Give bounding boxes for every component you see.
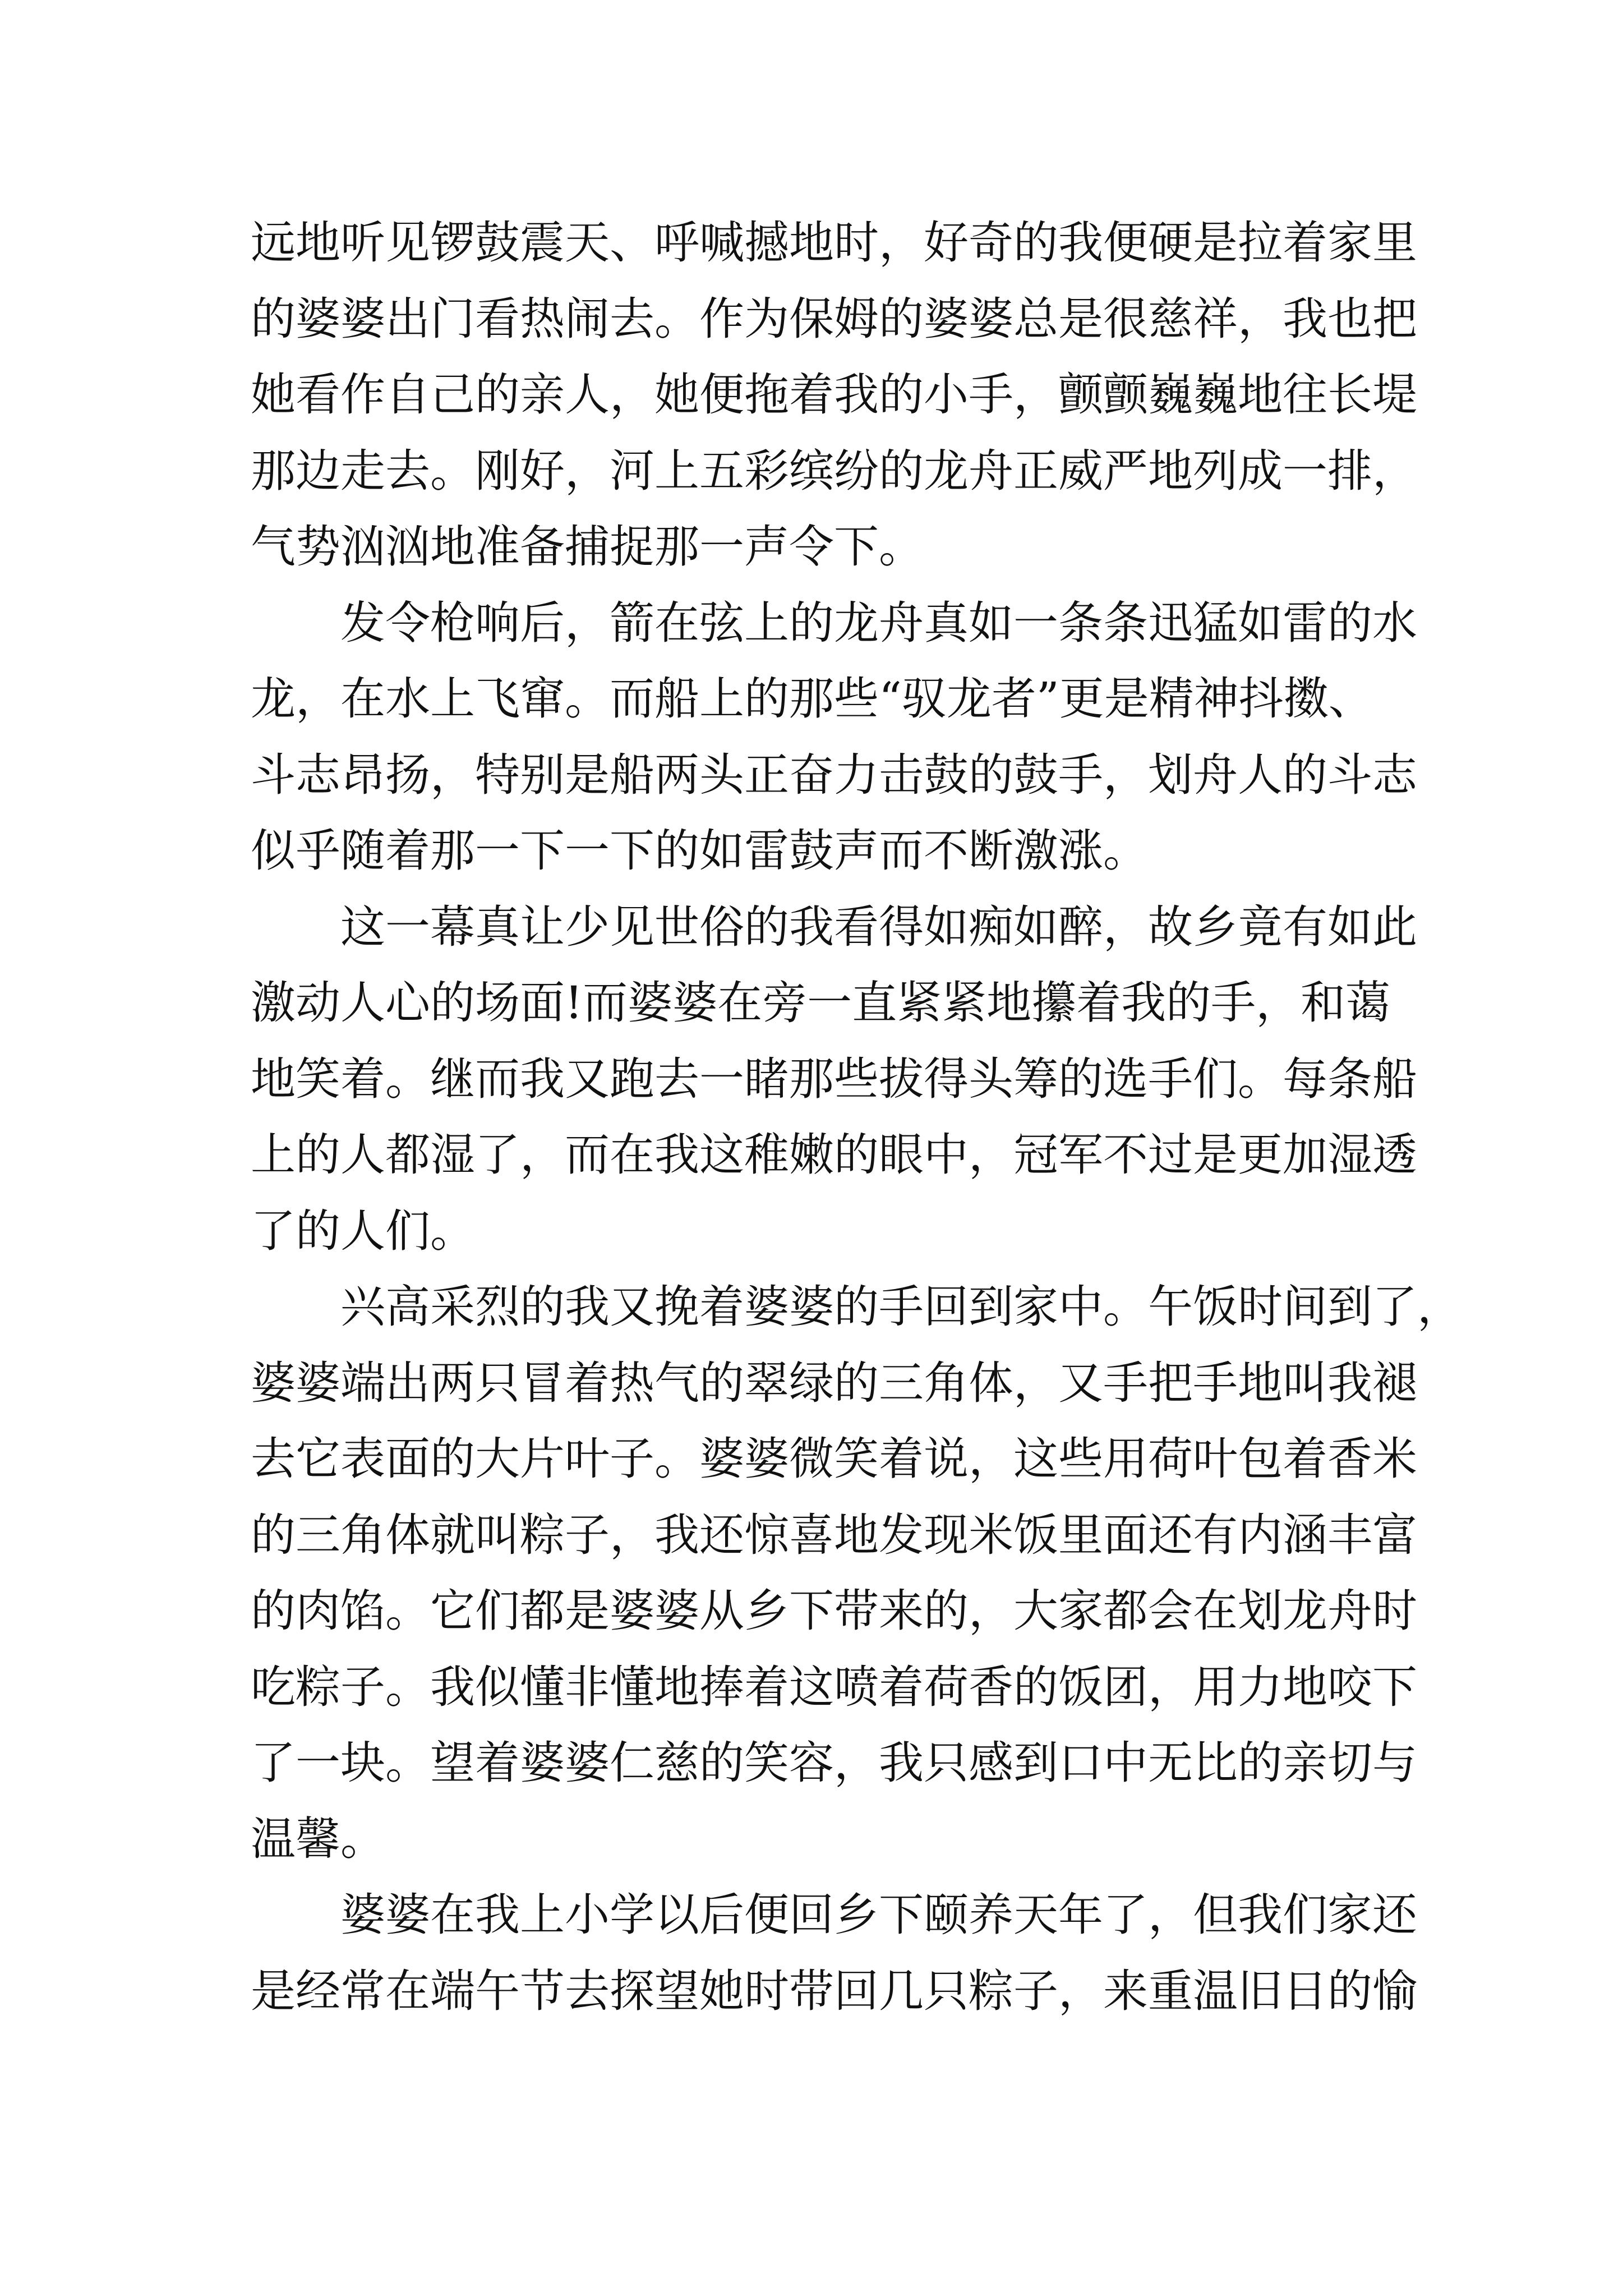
paragraph-first-line: 发令枪响后，箭在弦上的龙舟真如一条条迅猛如雷的水	[340, 596, 1417, 649]
text-line: 的肉馅。它们都是婆婆从乡下带来的，大家都会在划龙舟时	[251, 1585, 1417, 1637]
text-line: 那边走去。刚好，河上五彩缤纷的龙舟正威严地列成一排，	[251, 444, 1417, 497]
text-line: 远地听见锣鼓震天、呼喊撼地时，好奇的我便硬是拉着家里	[251, 217, 1417, 269]
text-line: 了一块。望着婆婆仁慈的笑容，我只感到口中无比的亲切与	[251, 1737, 1417, 1789]
text-line: 似乎随着那一下一下的如雷鼓声而不断激涨。	[251, 825, 1148, 877]
text-line: 龙，在水上飞窜。而船上的那些“驭龙者”更是精神抖擞、	[251, 673, 1373, 725]
text-line: 吃粽子。我似懂非懂地捧着这喷着荷香的饭团，用力地咬下	[251, 1660, 1417, 1713]
text-line: 地笑着。继而我又跑去一睹那些拔得头筹的选手们。每条船	[251, 1052, 1417, 1105]
text-line: 的婆婆出门看热闹去。作为保姆的婆婆总是很慈祥，我也把	[251, 292, 1417, 345]
paragraph-first-line: 这一幕真让少见世俗的我看得如痴如醉，故乡竟有如此	[340, 900, 1417, 953]
text-line: 温馨。	[251, 1812, 385, 1865]
text-line: 了的人们。	[251, 1204, 475, 1257]
text-line: 是经常在端午节去探望她时带回几只粽子，来重温旧日的愉	[251, 1964, 1417, 2017]
text-line: 她看作自己的亲人，她便拖着我的小手，颤颤巍巍地往长堤	[251, 369, 1417, 421]
text-line: 婆婆端出两只冒着热气的翠绿的三角体，又手把手地叫我褪	[251, 1356, 1417, 1409]
text-line: 去它表面的大片叶子。婆婆微笑着说，这些用荷叶包着香米	[251, 1433, 1417, 1485]
article-body	[251, 205, 1462, 2029]
text-line: 气势汹汹地准备捕捉那一声令下。	[251, 521, 924, 573]
text-line: 的三角体就叫粽子，我还惊喜地发现米饭里面还有内涵丰富	[251, 1508, 1417, 1561]
text-line: 斗志昂扬，特别是船两头正奋力击鼓的鼓手，划舟人的斗志	[251, 748, 1417, 801]
text-line: 上的人都湿了，而在我这稚嫩的眼中，冠军不过是更加湿透	[251, 1129, 1417, 1181]
text-line: 激动人心的场面!而婆婆在旁一直紧紧地攥着我的手，和蔼	[251, 977, 1391, 1029]
paragraph-first-line: 婆婆在我上小学以后便回乡下颐养天年了，但我们家还	[340, 1889, 1417, 1941]
paragraph-first-line: 兴高采烈的我又挽着婆婆的手回到家中。午饭时间到了，	[340, 1281, 1462, 1333]
